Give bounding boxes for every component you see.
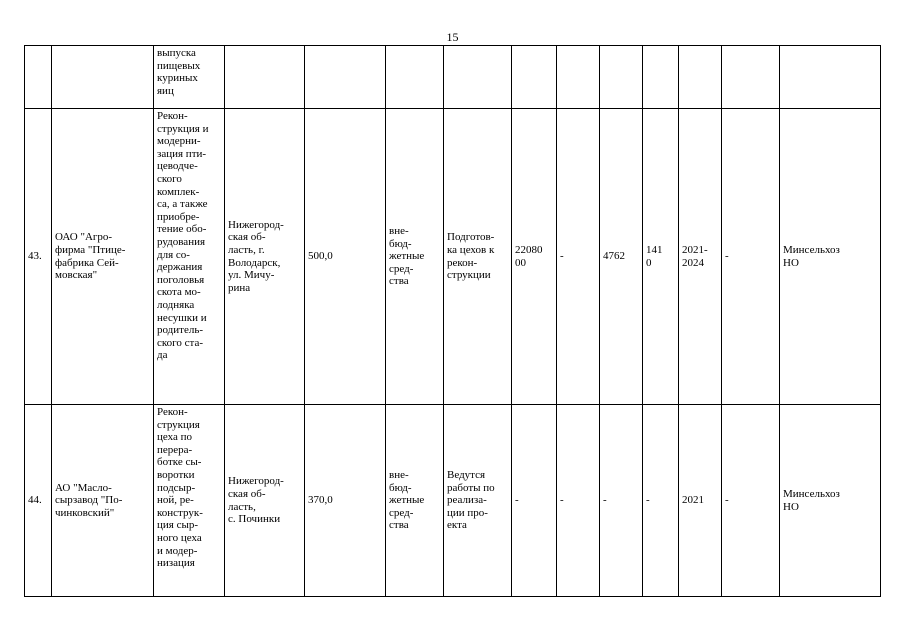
cell-c3: -: [600, 405, 643, 597]
cell-organization: ОАО "Агро- фирма "Птице- фабрика Сей- мовская": [52, 109, 154, 405]
cell-c3: 4762: [600, 109, 643, 405]
cell-organization: [52, 46, 154, 109]
cell-responsible: Минсельхоз НО: [780, 405, 881, 597]
cell-status: [444, 46, 512, 109]
cell-c4: -: [643, 405, 679, 597]
table-row: [25, 109, 881, 405]
cell-project: Рекон- струкция цеха по перера- ботке сы- воротки подсыр- ной, ре- конструк- ция сыр- ного цеха и модер- низация: [154, 405, 225, 597]
cell-c1: [512, 46, 557, 109]
cell-project: Рекон- струкция и модерни- зация пти- цеводче- ского комплек- са, а также приобре- тение обо- рудования для со- держания поголовья скота мо- лодняка несушки и родитель- ского ста- да: [154, 109, 225, 405]
cell-c2: -: [557, 109, 600, 405]
cell-value: [305, 46, 386, 109]
cell-c5: -: [722, 109, 780, 405]
cell-responsible: [780, 46, 881, 109]
page-number: 15: [446, 30, 459, 44]
cell-years: 2021- 2024: [679, 109, 722, 405]
cell-c2: [557, 46, 600, 109]
cell-c3: [600, 46, 643, 109]
cell-responsible: Минсельхоз НО: [780, 109, 881, 405]
cell-number: [25, 46, 52, 109]
cell-organization: АО "Масло- сырзавод "По- чинковский": [52, 405, 154, 597]
cell-source: вне- бюд- жетные сред- ства: [386, 405, 444, 597]
cell-value: 500,0: [305, 109, 386, 405]
table-row: [25, 46, 881, 109]
projects-table: [24, 45, 881, 597]
cell-c4: [643, 46, 679, 109]
cell-years: [679, 46, 722, 109]
cell-c1: -: [512, 405, 557, 597]
table-row: [25, 405, 881, 597]
cell-c2: -: [557, 405, 600, 597]
cell-source: [386, 46, 444, 109]
cell-c1: 22080 00: [512, 109, 557, 405]
cell-number: 43.: [25, 109, 52, 405]
cell-c4: 141 0: [643, 109, 679, 405]
cell-location: [225, 46, 305, 109]
cell-c5: -: [722, 405, 780, 597]
cell-location: Нижегород- ская об- ласть, г. Володарск, ул. Мичу- рина: [225, 109, 305, 405]
cell-status: Подготов- ка цехов к рекон- струкции: [444, 109, 512, 405]
cell-project: выпуска пищевых куриных яиц: [154, 46, 225, 109]
cell-value: 370,0: [305, 405, 386, 597]
cell-source: вне- бюд- жетные сред- ства: [386, 109, 444, 405]
cell-status: Ведутся работы по реализа- ции про- екта: [444, 405, 512, 597]
cell-location: Нижегород- ская об- ласть, с. Починки: [225, 405, 305, 597]
cell-number: 44.: [25, 405, 52, 597]
cell-years: 2021: [679, 405, 722, 597]
cell-c5: [722, 46, 780, 109]
